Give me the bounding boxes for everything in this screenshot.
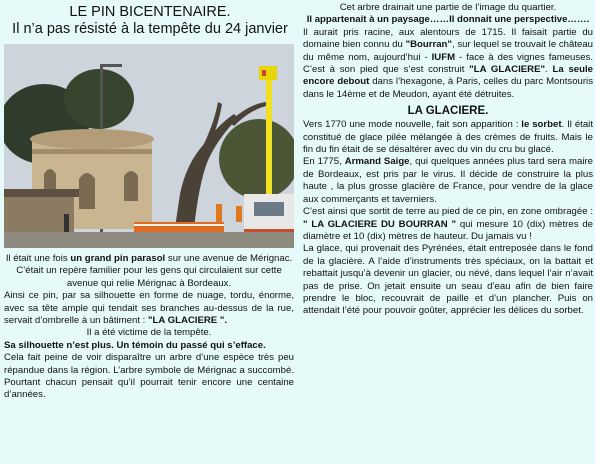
text-span: , qui quelques années plus tard sera maire de Bordeaux, est pris par le virus. Il décide de construire la plus haute , la plus grosse glacière de France, pour vendre de la glace aux commerçants et taverniers.	[303, 156, 594, 205]
text-bold: un grand pin parasol	[70, 253, 166, 264]
paragraph-landscape	[303, 14, 593, 26]
text-span: Vers 1770 une mode nouvelle, fait son apparition :	[303, 119, 522, 131]
paragraph-sorbet	[303, 119, 593, 156]
paragraph-sadness: Cela fait peine de voir disparaître un arbre d’une espèce très peu répandue dans la région. L’arbre symbole de Mérignac a succombé. Pourtant chacun pensait qu’il pourrait tenir encore une centaine d’années.	[4, 352, 294, 401]
paragraph-witness	[4, 340, 294, 352]
text-span: - face à des vignes fameuses. C’est à son pied que s’est construit	[303, 51, 593, 76]
text-span: sur une avenue de Mérignac.	[165, 253, 293, 264]
left-column	[2, 4, 298, 38]
pine-tree-photo	[4, 44, 294, 248]
text-span: dans l’hexagone, à Paris, celles du parc Montsouris dans le 14ème et de Meudon, ayant été détruites.	[303, 76, 593, 100]
article-title: LE PIN BICENTENAIRE.	[69, 4, 231, 20]
photo-illustration	[4, 44, 294, 248]
text-bold: "Bourran"	[405, 39, 452, 51]
text-span: qui mesure 10 (dix) mètres de diamètre et 10 (dix) mètres de hauteur. Du jamais vu !	[303, 218, 593, 242]
text-span: , sur lequel se trouvait le château du même nom, aujourd’hui -	[303, 39, 593, 63]
paragraph-ice: La glace, qui provenait des Pyrénées, était entreposée dans le fond de la glacière. A l’aide d’instruments très spéciaux, on la battait et rebattait jusqu’à devenir un glacier, ou névé, dans lequel l’air n’avait pas de prise. On jetait ensuite un seau d’eau afin de bien faire prendre le bloc, recouvrait de paille et d’un plancher. Puis on attendait l’été pour pouvoir goûter, apprécier les délices du sorbet.	[303, 243, 593, 317]
left-article-body	[4, 253, 294, 402]
text-bold: La seule encore debout	[303, 64, 593, 88]
text-bold: Il appartenait à un paysage……Il donnait une perspective…….	[306, 14, 590, 26]
text-span: En 1775,	[303, 156, 345, 168]
paragraph-victim: Il a été victime de la tempête.	[86, 327, 212, 339]
text-span: Ainsi ce pin, par sa silhouette en forme de nuage, tordu, énorme, avec sa tête ample qui tendait ses branches au-dessus de la rue, servait d’ombrelle à un bâtiment :	[4, 290, 294, 327]
text-span: .	[545, 64, 553, 76]
paragraph-landmark: C’était un repère familier pour les gens qui circulaient sur cette avenue qui relie Mérignac à Bordeaux.	[16, 265, 282, 289]
text-bold: Sa silhouette n’est plus. Un témoin du passé qui s’efface.	[4, 339, 266, 351]
text-span: Il était une fois	[5, 253, 71, 264]
article-subtitle: Il n’a pas résisté à la tempête du 24 janvier	[12, 21, 288, 37]
text-bold: "LA GLACIERE ".	[147, 315, 228, 327]
right-column	[303, 2, 593, 318]
text-bold: "LA GLACIERE"	[469, 64, 546, 76]
text-bold: IUFM	[431, 51, 456, 63]
paragraph-intro	[4, 253, 294, 265]
text-span: C’est ainsi que sortit de terre au pied de ce pin, en zone ombragée :	[303, 206, 593, 218]
paragraph-history	[303, 27, 593, 101]
text-bold: Armand Saige	[344, 156, 410, 168]
paragraph-silhouette	[4, 290, 294, 327]
text-bold: " LA GLACIERE DU BOURRAN "	[303, 218, 457, 230]
paragraph-saige	[303, 156, 593, 206]
paragraph-bourran	[303, 206, 593, 243]
section-heading: LA GLACIERE.	[407, 105, 489, 118]
text-span: . Il était constitué de glace pilée mélangée à des crèmes de fruits. Mais le fin du fin était de se désaltérer avec du vin du cru bu glacé.	[303, 119, 593, 156]
text-bold: le sorbet	[521, 119, 562, 131]
paragraph-quarter: Cet arbre drainait une partie de l’image du quartier.	[339, 2, 557, 13]
text-span: Il aurait pris racine, aux alentours de 1715. Il faisait partie du domaine bien connu du	[303, 26, 593, 51]
